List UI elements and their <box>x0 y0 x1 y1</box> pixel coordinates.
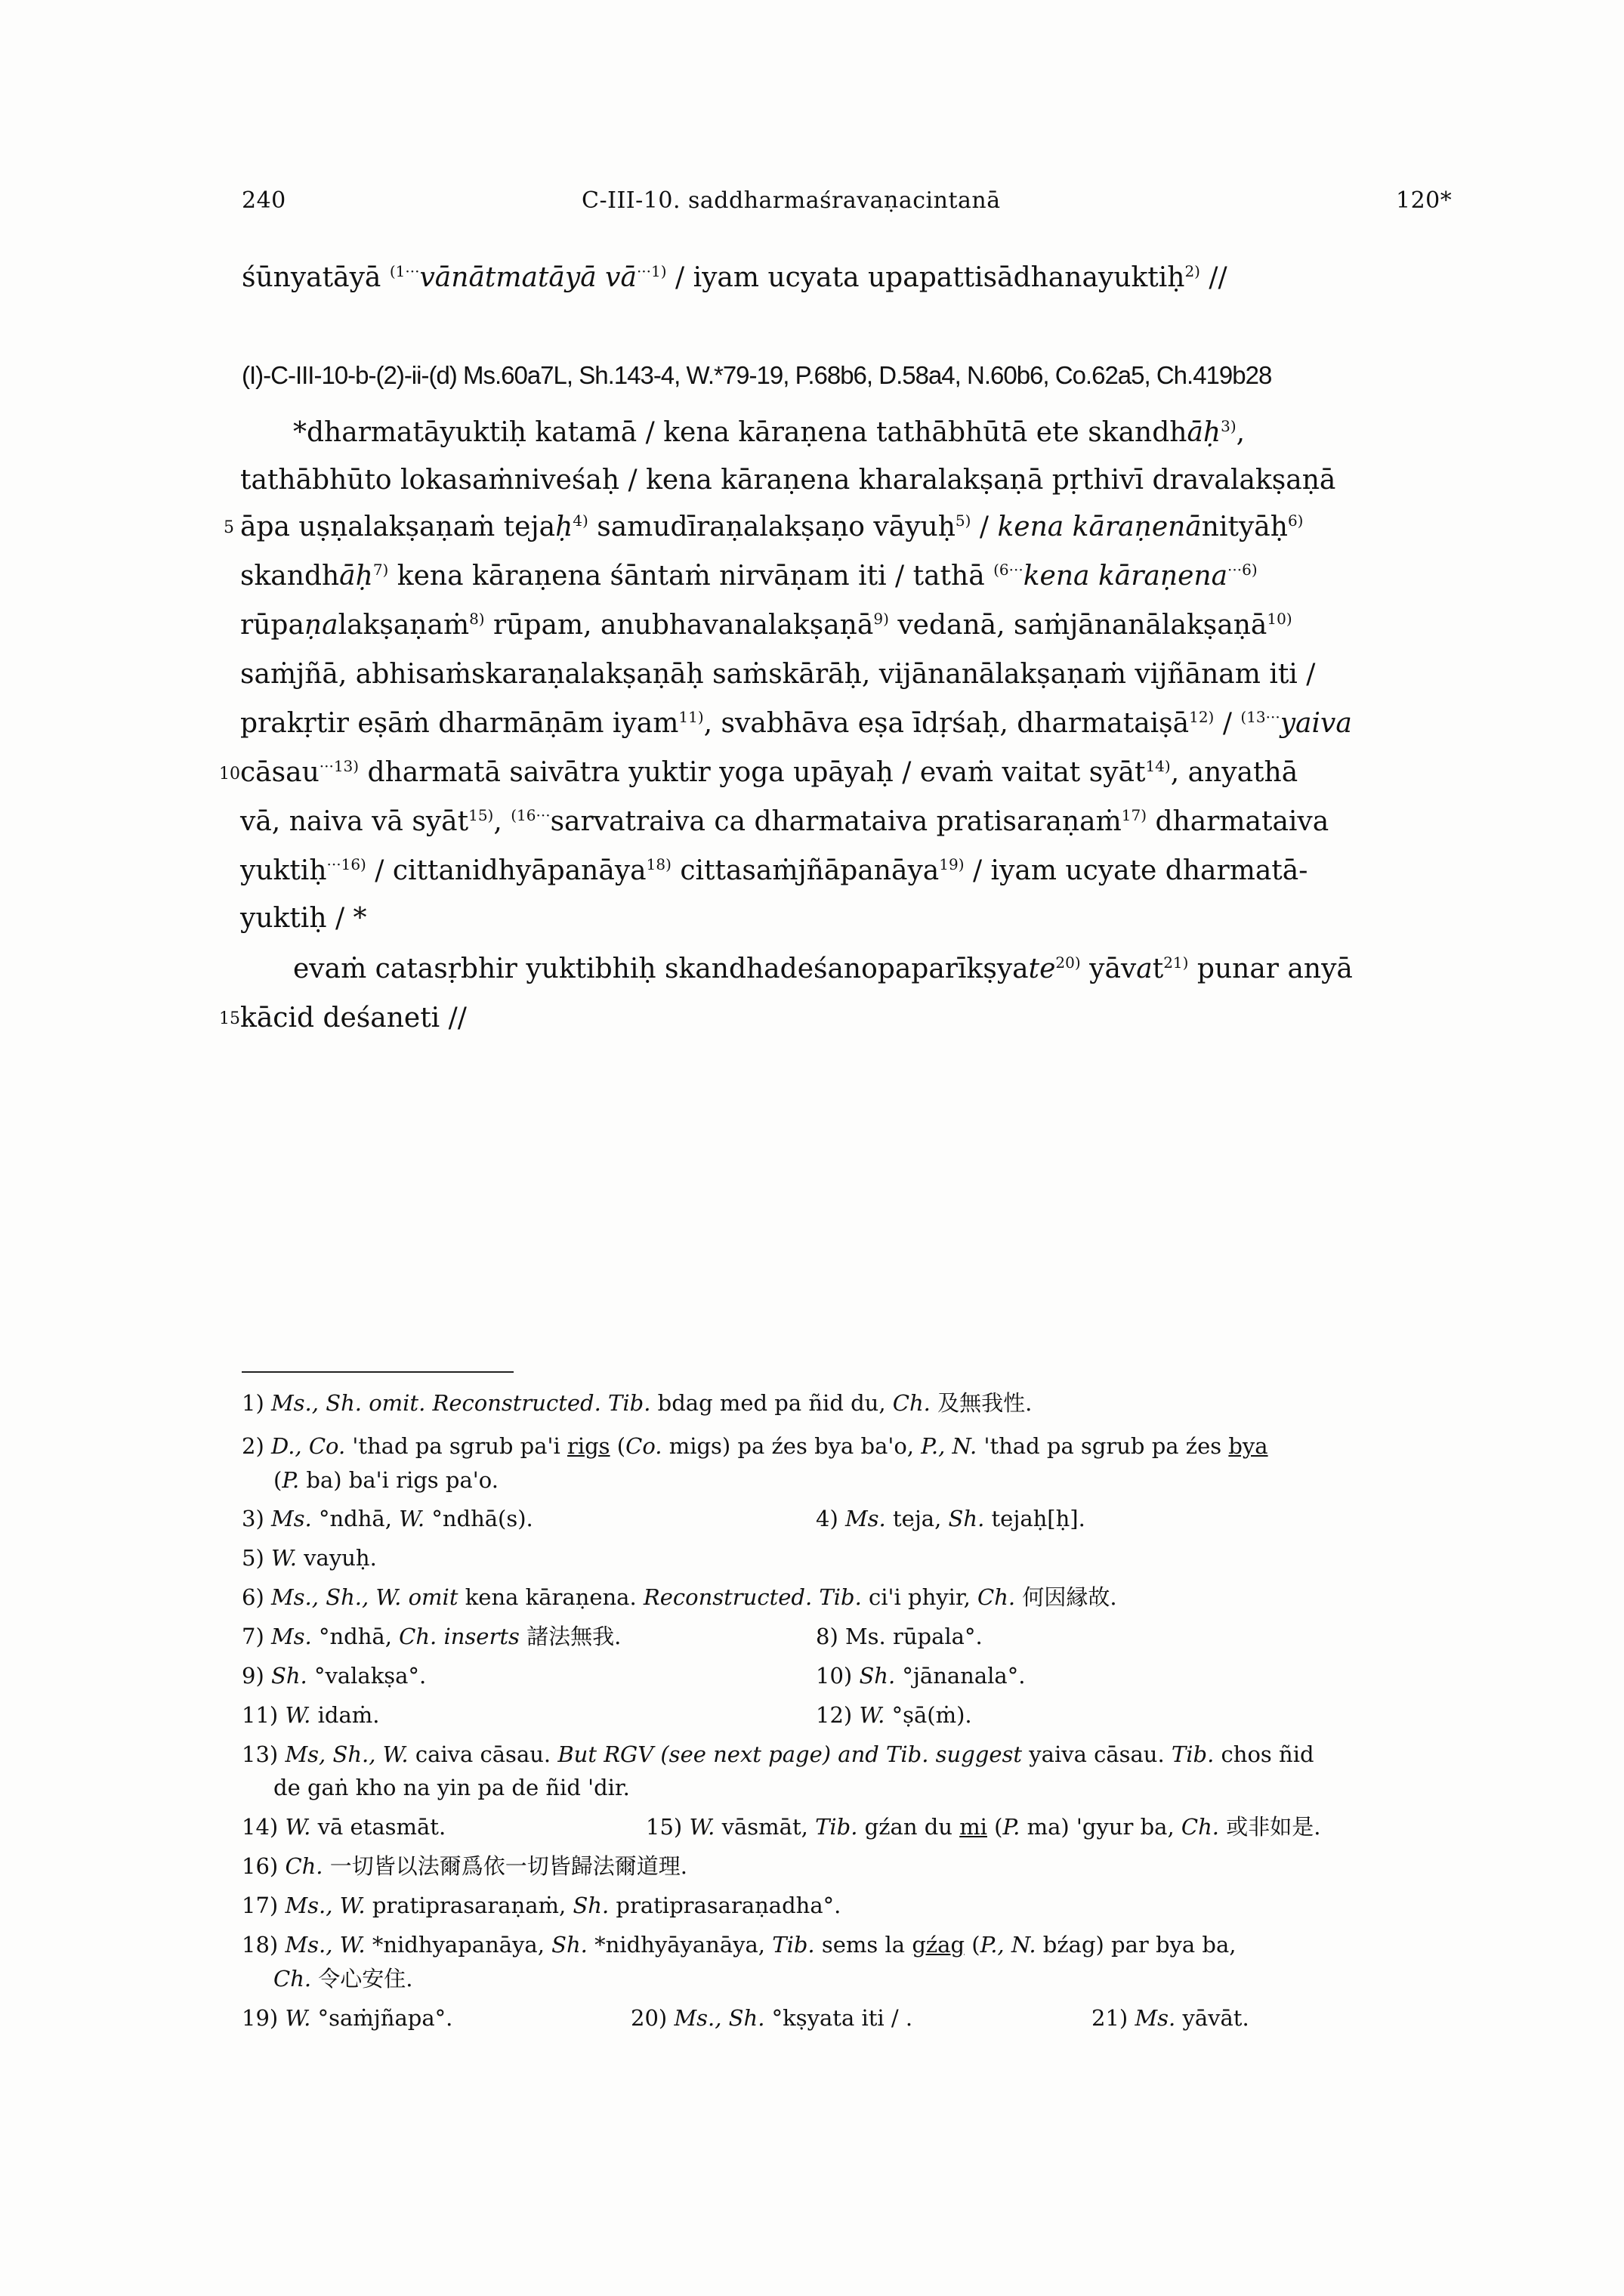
footnote-2-continued: (P. ba) ba'i rigs pa'o. <box>273 1467 499 1493</box>
line-number-10: 10 <box>219 765 240 783</box>
footnote-14: 14) W. vā etasmāt. <box>242 1814 446 1840</box>
line-number-15: 15 <box>219 1009 240 1028</box>
footnote-18-continued: Ch. 令心安住. <box>273 1966 413 1992</box>
footnote-9: 9) Sh. °valakṣa°. <box>242 1663 427 1689</box>
text-line-3: āpa uṣṇalakṣaṇaṁ tejaḥ$^{4)}$ samudīraṇalakṣaṇo vāyuḥ$^{5)}$ / kena kāraṇenānityāḥ$^{6)}$ <box>240 511 1304 542</box>
footnote-19: 19) W. °saṁjñapa°. <box>242 2005 453 2031</box>
footnote-2: 2) D., Co. 'thad pa sgrub pa'i rigs (Co. migs) pa źes bya ba'o, P., N. 'thad pa sgrub pa źes bya <box>242 1433 1268 1459</box>
text-line-4: skandhāḥ$^{7)}$ kena kāraṇena śāntaṁ nirvāṇam iti / tathā $^{(6\cdot\cdot\cdot}$kena kāraṇena$^{\cdot\cdot\cdot 6)}$ <box>240 561 1258 592</box>
text-line-9: vā, naiva vā syāt$^{15)}$, $^{(16\cdot\cdot\cdot}$sarvatraiva ca dharmataiva pratisaraṇaṁ$^{17)}$ dharmataiva <box>240 806 1329 837</box>
footnote-5: 5) W. vayuḥ. <box>242 1545 377 1571</box>
text-line-13: kācid deśaneti // <box>240 1003 467 1034</box>
footnote-3: 3) Ms. °ndhā, W. °ndhā(s). <box>242 1506 533 1531</box>
manuscript-reference: (I)-C-III-10-b-(2)-ii-(d) Ms.60a7L, Sh.143-4, W.*79-19, P.68b6, D.58a4, N.60b6, Co.62a5, Ch.419b28 <box>242 361 1272 389</box>
text-line-11: yuktiḥ / * <box>240 903 367 934</box>
footnote-13-continued: de gaṅ kho na yin pa de ñid 'dir. <box>273 1775 630 1800</box>
footnote-rule <box>242 1371 514 1373</box>
footnote-11: 11) W. idaṁ. <box>242 1702 380 1728</box>
text-line-5: rūpaṇalakṣaṇaṁ$^{8)}$ rūpam, anubhavanalakṣaṇā$^{9)}$ vedanā, saṁjānanālakṣaṇā$^{10)}$ <box>240 610 1292 641</box>
page-number: 240 <box>242 187 286 214</box>
text-line-12: evaṁ catasṛbhir yuktibhiḥ skandhadeśanopaparīkṣyate$^{20)}$ yāvat$^{21)}$ punar anyā <box>293 953 1353 984</box>
text-line-1: *dharmatāyuktiḥ katamā / kena kāraṇena tathābhūtā ete skandhāḥ$^{3)}$, <box>293 417 1246 448</box>
footnote-1: 1) Ms., Sh. omit. Reconstructed. Tib. bdag med pa ñid du, Ch. 及無我性. <box>242 1390 1033 1416</box>
line-number-5: 5 <box>224 518 234 537</box>
running-title: C-III-10. saddharmaśravaṇacintanā <box>582 187 1001 214</box>
text-line-10: yuktiḥ$^{\cdot\cdot\cdot 16)}$ / cittanidhyāpanāya$^{18)}$ cittasaṁjñāpanāya$^{19)}$ / iyam ucyate dharmatā- <box>240 855 1308 886</box>
footnote-12: 12) W. °ṣā(ṁ). <box>816 1702 972 1728</box>
footnote-18: 18) Ms., W. *nidhyapanāya, Sh. *nidhyāyanāya, Tib. sems la gźag (P., N. bźag) par bya ba, <box>242 1932 1237 1958</box>
text-line-2: tathābhūto lokasaṁniveśaḥ / kena kāraṇena kharalakṣaṇā pṛthivī dravalakṣaṇā <box>240 465 1336 496</box>
footnote-20: 20) Ms., Sh. °kṣyata iti / . <box>631 2005 913 2031</box>
footnote-21: 21) Ms. yāvāt. <box>1091 2005 1249 2031</box>
footnote-6: 6) Ms., Sh., W. omit kena kāraṇena. Reconstructed. Tib. ci'i phyir, Ch. 何因縁故. <box>242 1584 1117 1610</box>
footnote-16: 16) Ch. 一切皆以法爾爲依一切皆歸法爾道理. <box>242 1853 687 1879</box>
section-number: 120* <box>1396 187 1453 214</box>
footnote-15: 15) W. vāsmāt, Tib. gźan du mi (P. ma) 'gyur ba, Ch. 或非如是. <box>646 1814 1321 1840</box>
footnote-4: 4) Ms. teja, Sh. tejaḥ[ḥ]. <box>816 1506 1085 1531</box>
footnote-7: 7) Ms. °ndhā, Ch. inserts 諸法無我. <box>242 1624 622 1649</box>
text-line-7: prakṛtir eṣāṁ dharmāṇām iyam$^{11)}$, svabhāva eṣa īdṛśaḥ, dharmataiṣā$^{12)}$ / $^{(13\cdot\cdot\cdot}$yaiva <box>240 708 1352 739</box>
footnote-10: 10) Sh. °jānanala°. <box>816 1663 1026 1689</box>
footnote-13: 13) Ms, Sh., W. caiva cāsau. But RGV (see next page) and Tib. suggest yaiva cāsau. Tib. chos ñid <box>242 1741 1314 1767</box>
footnote-17: 17) Ms., W. pratiprasaraṇaṁ, Sh. pratiprasaraṇadha°. <box>242 1893 841 1918</box>
text-line-0: śūnyatāyā $^{(1\cdot\cdot\cdot}$vānātmatāyā $vā^{\cdot\cdot\cdot 1)}$ / iyam ucyata upapattisādhanayuktiḥ$^{2)}$ // <box>242 262 1227 293</box>
footnote-8: 8) Ms. rūpala°. <box>816 1624 983 1649</box>
text-line-6: saṁjñā, abhisaṁskaraṇalakṣaṇāḥ saṁskārāḥ, vijānanālakṣaṇaṁ vijñānam iti / <box>240 659 1316 690</box>
text-line-8: cāsau$^{\cdot\cdot\cdot 13)}$ dharmatā saivātra yuktir yoga upāyaḥ / evaṁ vaitat syāt$^{14)}$, anyathā <box>240 757 1298 788</box>
